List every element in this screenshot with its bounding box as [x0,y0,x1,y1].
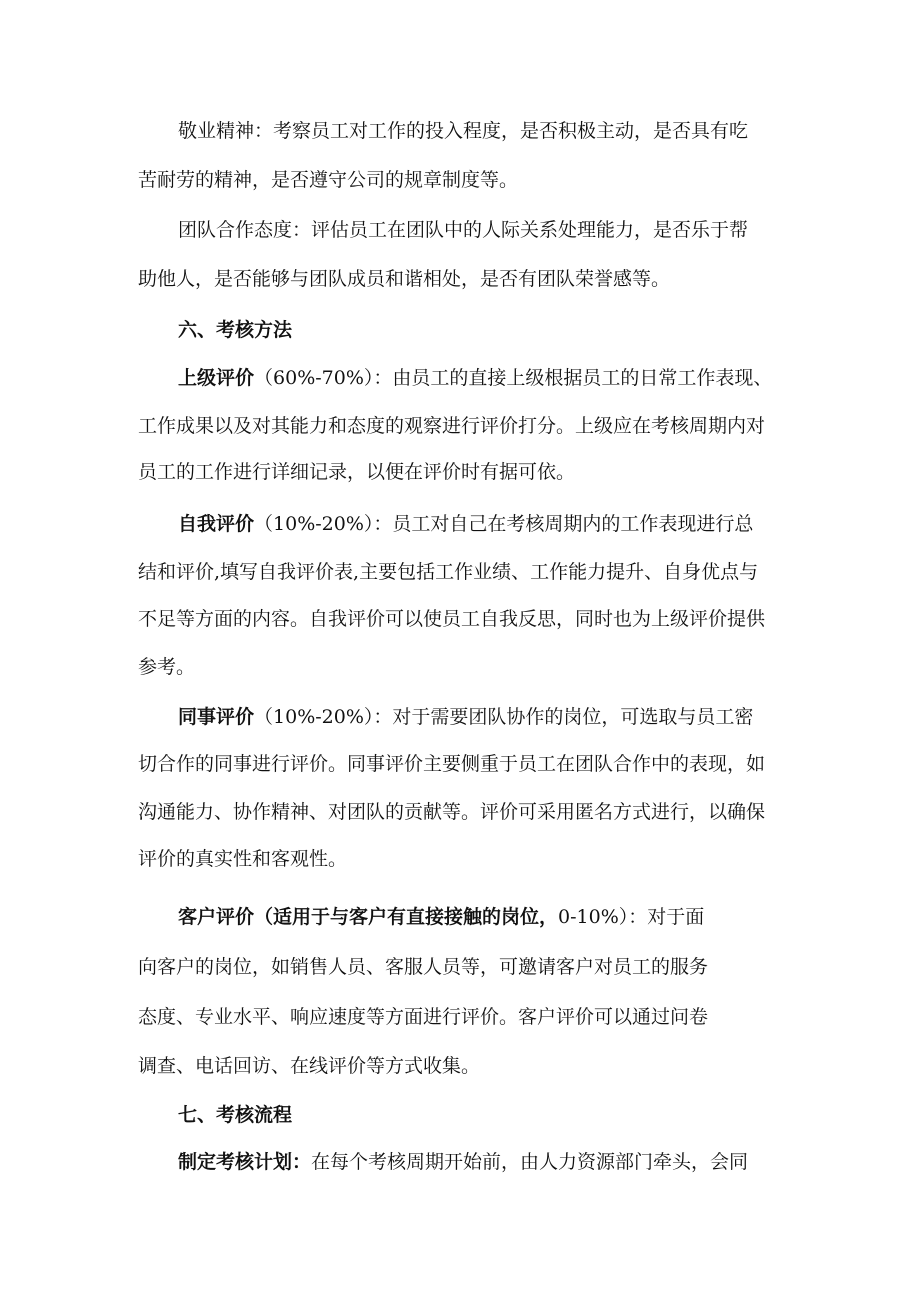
paragraph-line: 制定考核计划：在每个考核周期开始前，由人力资源部门牵头，会同 [178,1151,749,1173]
paragraph-line: 切合作的同事进行评价。同事评价主要侧重于员工在团队合作中的表现，如 [138,753,766,775]
term-label: 制定考核计划： [178,1151,312,1173]
section-heading: 六、考核方法 [178,319,293,341]
paragraph-line: 团队合作态度：评估员工在团队中的人际关系处理能力，是否乐于帮 [178,219,749,241]
paragraph-line: 工作成果以及对其能力和态度的观察进行评价打分。上级应在考核周期内对 [138,415,766,437]
paragraph-line: 敬业精神：考察员工对工作的投入程度，是否积极主动，是否具有吃 [178,120,749,142]
section-heading: 七、考核流程 [178,1104,293,1126]
paragraph-line: 助他人，是否能够与团队成员和谐相处，是否有团队荣誉感等。 [138,268,671,290]
paragraph-line: 态度、专业水平、响应速度等方面进行评价。客户评价可以通过问卷 [138,1006,709,1028]
paragraph-line: 员工的工作进行详细记录，以便在评价时有据可依。 [138,461,576,483]
paragraph-line: 沟通能力、协作精神、对团队的贡献等。评价可采用匿名方式进行，以确保 [138,801,766,823]
paragraph-line: 同事评价（10%-20%）：对于需要团队协作的岗位，可选取与员工密 [178,706,754,728]
paragraph-line: 上级评价（60%-70%）：由员工的直接上级根据员工的日常工作表现、 [178,367,773,389]
term-label: 同事评价 [178,706,255,728]
term-label: 自我评价 [178,513,255,535]
paragraph-line: 调查、电话回访、在线评价等方式收集。 [138,1055,481,1077]
paragraph-line: 客户评价（适用于与客户有直接接触的岗位，0-10%）：对于面 [178,906,705,928]
term-label: 客户评价（适用于与客户有直接接触的岗位， [178,906,559,928]
paragraph-line: 向客户的岗位，如销售人员、客服人员等，可邀请客户对员工的服务 [138,956,709,978]
term-label: 上级评价 [178,367,255,389]
paragraph-line: 不足等方面的内容。自我评价可以使员工自我反思，同时也为上级评价提供 [138,608,766,630]
paragraph-line: 自我评价（10%-20%）：员工对自己在考核周期内的工作表现进行总 [178,513,754,535]
paragraph-line: 苦耐劳的精神，是否遵守公司的规章制度等。 [138,169,519,191]
paragraph-line: 评价的真实性和客观性。 [138,848,348,870]
paragraph-line: 参考。 [138,656,196,678]
paragraph-line: 结和评价,填写自我评价表,主要包括工作业绩、工作能力提升、自身优点与 [138,561,759,583]
